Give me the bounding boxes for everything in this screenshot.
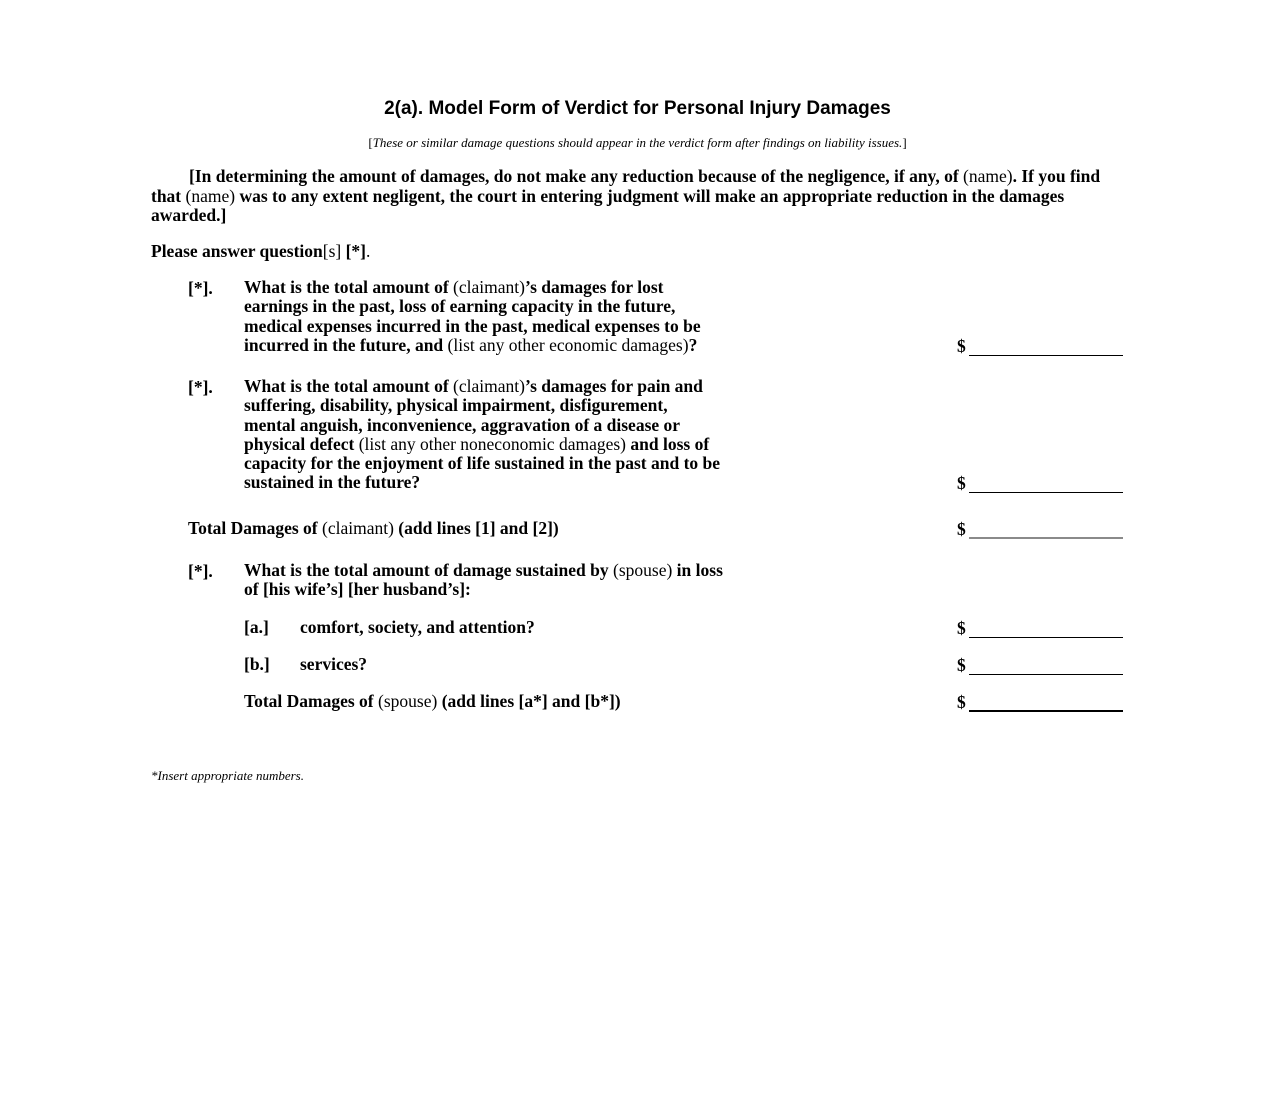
question-1-line-3: medical expenses incurred in the past, medical expenses to be — [244, 315, 701, 336]
question-2-amount-field[interactable] — [957, 473, 1123, 493]
spouse-total-amount-field[interactable] — [957, 692, 1123, 712]
answer-line[interactable] — [969, 492, 1123, 493]
question-1-number: [*]. — [188, 278, 213, 298]
question-3-number: [*]. — [188, 561, 213, 581]
sub-item-a-amount-field[interactable] — [957, 618, 1123, 638]
total1-text-a: Total Damages of — [188, 518, 323, 538]
q1-text-e: ? — [688, 334, 698, 355]
dollar-sign: $ — [957, 655, 966, 675]
dollar-sign: $ — [957, 519, 966, 539]
question-2-number: [*]. — [188, 377, 213, 397]
question-2-line-1 — [244, 377, 944, 396]
total2-text-a: Total Damages of — [244, 691, 379, 711]
sub-item-b-amount-field[interactable] — [957, 655, 1123, 675]
question-1-text — [244, 278, 934, 355]
answer-prompt — [151, 241, 370, 262]
sub-item-a-text: comfort, society, and attention? — [300, 617, 535, 637]
question-2-line-4 — [244, 435, 944, 454]
noneconomic-damages-placeholder: (list any other noneconomic damages) — [358, 433, 626, 454]
spouse-placeholder: (spouse) — [378, 691, 438, 711]
question-1-line-4 — [244, 336, 934, 355]
spouse-placeholder: (spouse) — [613, 560, 673, 580]
answer-line[interactable] — [969, 674, 1123, 675]
name-placeholder-2: (name) — [185, 185, 236, 206]
dollar-sign: $ — [957, 618, 966, 638]
question-3-line-2: of [his wife’s] [her husband’s]: — [244, 579, 471, 600]
q1-text-a: What is the total amount of — [244, 277, 454, 297]
prompt-number: [*] — [345, 241, 367, 261]
question-3-line-1 — [244, 561, 944, 580]
question-2-text — [244, 377, 944, 493]
question-2-line-2: suffering, disability, physical impairment, disfigurement, — [244, 395, 668, 416]
q3-text-a: What is the total amount of damage sustained by — [244, 560, 613, 580]
note-text: These or similar damage questions should appear in the verdict form after findings on liability issues. — [372, 135, 903, 150]
prompt-plural: [s] — [322, 241, 346, 261]
instruction-text-3: was to any extent negligent, the court in entering judgment will make an appropriate reduction in the damages awarded.] — [151, 185, 1065, 225]
total1-text-c: (add lines [1] and [2]) — [393, 518, 559, 538]
q2-text-d: physical defect — [244, 433, 359, 454]
sub-item-b-label: [b.] — [244, 654, 270, 674]
claimant-placeholder: (claimant) — [453, 376, 525, 396]
q3-text-c: in loss — [672, 560, 723, 580]
answer-line[interactable] — [969, 355, 1123, 356]
question-3-text — [244, 561, 944, 600]
question-1-amount-field[interactable] — [957, 336, 1123, 356]
claimant-placeholder: (claimant) — [322, 518, 394, 538]
total2-text-c: (add lines [a*] and [b*]) — [437, 691, 621, 711]
sub-item-a-label: [a.] — [244, 617, 269, 637]
question-2-line-5: capacity for the enjoyment of life sustained in the past and to be — [244, 453, 721, 474]
q2-text-e: and loss of — [626, 433, 710, 454]
question-2-line-3: mental anguish, inconvenience, aggravation of a disease or — [244, 414, 681, 435]
answer-line[interactable] — [969, 537, 1123, 539]
dollar-sign: $ — [957, 692, 966, 712]
answer-line[interactable] — [969, 637, 1123, 638]
question-1-line-1 — [244, 278, 934, 297]
footnote: *Insert appropriate numbers. — [151, 768, 304, 783]
note-open-bracket: [ — [368, 135, 373, 150]
q2-text-a: What is the total amount of — [244, 376, 454, 396]
q1-text-c: ’s damages for lost — [524, 277, 664, 297]
usage-note — [0, 135, 1275, 151]
q2-text-c: ’s damages for pain and — [524, 376, 703, 396]
claimant-total-amount-field[interactable] — [957, 519, 1123, 539]
note-close-bracket: ] — [902, 135, 907, 150]
spouse-total-label — [244, 692, 924, 711]
prompt-period: . — [366, 241, 371, 261]
dollar-sign: $ — [957, 336, 966, 356]
name-placeholder-1: (name) — [963, 166, 1013, 186]
sub-item-b-text: services? — [300, 654, 368, 674]
question-1-line-2: earnings in the past, loss of earning capacity in the future, — [244, 296, 676, 317]
economic-damages-placeholder: (list any other economic damages) — [447, 334, 689, 355]
claimant-placeholder: (claimant) — [453, 277, 525, 297]
prompt-text: Please answer question — [151, 241, 323, 261]
claimant-total-label — [188, 519, 928, 538]
answer-line[interactable] — [969, 710, 1123, 712]
instruction-paragraph — [151, 167, 1111, 226]
q1-text-d: incurred in the future, and — [244, 334, 448, 355]
instruction-text-2: . If you find that — [151, 166, 1101, 206]
question-2-line-6: sustained in the future? — [244, 472, 421, 493]
dollar-sign: $ — [957, 473, 966, 493]
instruction-text-1: [In determining the amount of damages, do not make any reduction because of the negligence, if any, of — [189, 166, 964, 186]
page-title: 2(a). Model Form of Verdict for Personal Injury Damages — [384, 98, 891, 119]
